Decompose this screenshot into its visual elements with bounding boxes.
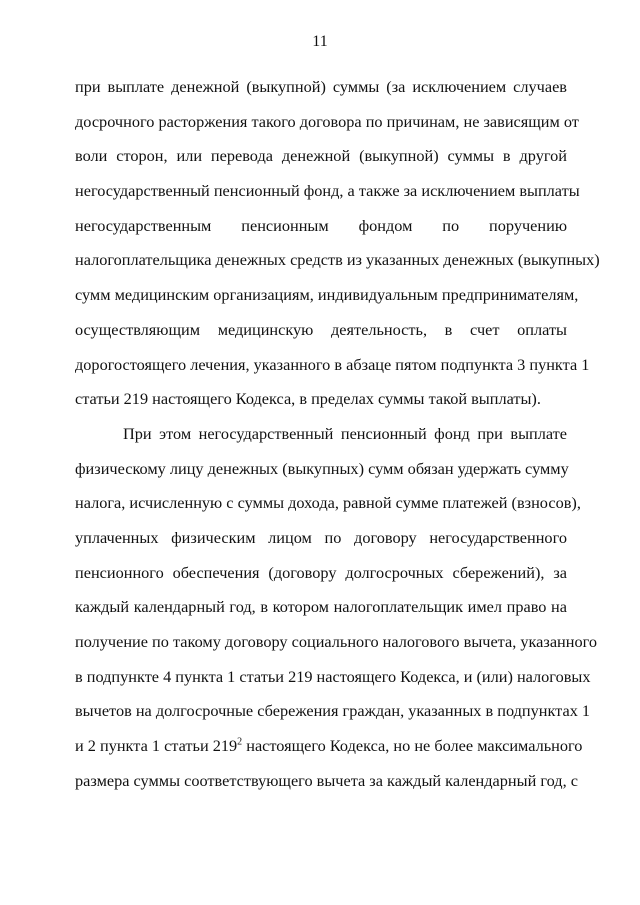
text-segment: и 2 пункта 1 статьи 219 [75, 736, 238, 756]
text-line: пенсионного обеспечения (договору долгосрочных сбережений), за [75, 562, 567, 582]
text-line: получение по такому договору социального налогового вычета, указанного [75, 632, 598, 651]
text-line-with-superscript [75, 729, 583, 764]
text-line: вычетов на долгосрочные сбережения граждан, указанных в подпунктах 1 [75, 701, 591, 721]
paragraph-2 [75, 417, 598, 799]
text-line: воли сторон, или перевода денежной (выкупной) суммы в другой [75, 146, 567, 166]
text-line: налогоплательщика денежных средств из указанных денежных (выкупных) [75, 250, 600, 270]
text-line: налога, исчисленную с суммы дохода, равной сумме платежей (взносов), [75, 493, 581, 513]
text-line: в подпункте 4 пункта 1 статьи 219 настоящего Кодекса, и (или) налоговых [75, 666, 591, 686]
text-line: статьи 219 настоящего Кодекса, в пределах суммы такой выплаты). [75, 389, 541, 409]
text-line: размера суммы соответствующего вычета за каждый календарный год, с [75, 770, 578, 790]
text-line: каждый календарный год, в котором налогоплательщик имел право на [75, 597, 567, 617]
text-line: физическому лицу денежных (выкупных) сумм обязан удержать сумму [75, 458, 569, 478]
body-text [75, 70, 600, 798]
superscript: 2 [237, 736, 243, 748]
text-line: осуществляющим медицинскую деятельность, в счет оплаты [75, 319, 567, 339]
text-line: негосударственным пенсионным фондом по поручению [75, 215, 567, 235]
text-line: уплаченных физическим лицом по договору негосударственного [75, 527, 567, 547]
paragraph-1 [75, 70, 600, 417]
text-line: сумм медицинским организациям, индивидуальным предпринимателям, [75, 285, 579, 305]
text-line: дорогостоящего лечения, указанного в абзаце пятом подпункта 3 пункта 1 [75, 354, 590, 374]
page-number: 11 [312, 33, 328, 50]
text-line: При этом негосударственный пенсионный фонд при выплате [123, 423, 567, 443]
text-line: негосударственный пенсионный фонд, а также за исключением выплаты [75, 181, 580, 201]
text-line: при выплате денежной (выкупной) суммы (за исключением случаев [75, 77, 567, 96]
text-line: досрочного расторжения такого договора по причинам, не зависящим от [75, 111, 579, 131]
text-segment: настоящего Кодекса, но не более максимального [242, 736, 583, 756]
